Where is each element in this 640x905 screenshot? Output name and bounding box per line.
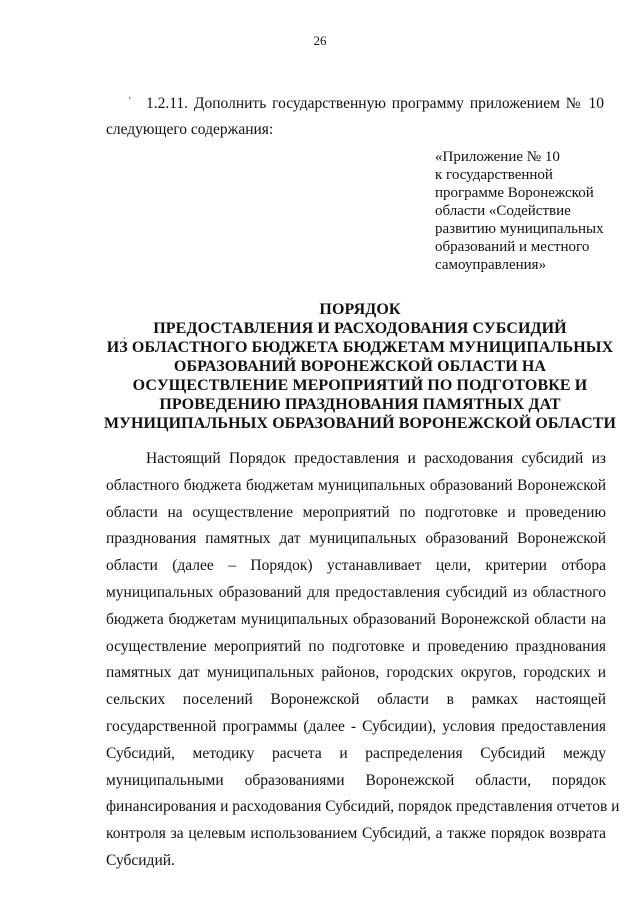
scan-mark: ,: [123, 330, 126, 341]
title-line: ОБРАЗОВАНИЙ ВОРОНЕЖСКОЙ ОБЛАСТИ НА: [173, 358, 547, 375]
body-line: муниципальных образований для предоставления субсидий из областного: [106, 583, 606, 601]
appendix-line: образований и местного: [435, 239, 590, 255]
body-line: муниципальными образованиями Воронежской области, порядок: [106, 771, 606, 789]
appendix-line: к государственной: [435, 167, 553, 183]
body-line: Субсидий, методику расчета и распределения Субсидий между: [106, 744, 606, 762]
body-line: памятных дат муниципальных районов, городских округов, городских и: [106, 664, 606, 682]
title-line: ПРОВЕДЕНИЮ ПРАЗДНОВАНИЯ ПАМЯТНЫХ ДАТ: [159, 396, 561, 413]
appendix-line: программе Воронежской: [435, 185, 594, 201]
title-line: ОСУЩЕСТВЛЕНИЕ МЕРОПРИЯТИЙ ПО ПОДГОТОВКЕ И: [132, 377, 588, 394]
body-line: области (далее – Порядок) устанавливает цели, критерии отбора: [106, 557, 606, 575]
appendix-reference: [435, 148, 610, 274]
body-line: государственной программы (далее - Субсидии), условия предоставления: [106, 717, 606, 735]
appendix-line: «Приложение № 10: [435, 149, 560, 165]
amendment-line: следующего содержания:: [106, 121, 274, 138]
amendment-paragraph: [106, 91, 604, 143]
amendment-line: 1.2.11. Дополнить государственную программу приложением № 10: [146, 95, 604, 112]
body-line: Субсидий.: [106, 851, 175, 869]
title-line: МУНИЦИПАЛЬНЫХ ОБРАЗОВАНИЙ ВОРОНЕЖСКОЙ ОБЛАСТИ: [103, 415, 617, 432]
body-line: области на осуществление мероприятий по подготовке и проведению: [106, 503, 606, 521]
appendix-line: самоуправления»: [435, 257, 547, 273]
page-number: 26: [313, 33, 327, 48]
body-line: осуществление мероприятий по подготовке и проведению празднования: [106, 637, 606, 655]
body-line: финансирования и расходования Субсидий, порядок представления отчетов и: [106, 798, 620, 816]
title-line: ПРЕДОСТАВЛЕНИЯ И РАСХОДОВАНИЯ СУБСИДИЙ: [153, 320, 567, 337]
title-line: ИЗ ОБЛАСТНОГО БЮДЖЕТА БЮДЖЕТАМ МУНИЦИПАЛЬНЫХ: [106, 339, 614, 356]
body-line: бюджета бюджетам муниципальных образований Воронежской области на: [106, 610, 606, 628]
scan-mark: ’: [128, 96, 132, 107]
document-title: [60, 300, 640, 433]
body-line: Настоящий Порядок предоставления и расходования субсидий из: [146, 450, 606, 467]
body-line: областного бюджета бюджетам муниципальных образований Воронежской: [106, 476, 606, 494]
body-line: контроля за целевым использованием Субсидий, а также порядок возврата: [106, 825, 606, 843]
title-line: ПОРЯДОК: [319, 301, 401, 318]
body-line: празднования памятных дат муниципальных образований Воронежской: [106, 530, 606, 548]
appendix-line: области «Содействие: [435, 203, 571, 219]
appendix-line: развитию муниципальных: [435, 221, 604, 237]
body-line: сельских поселений Воронежской области в рамках настоящей: [106, 691, 606, 709]
body-paragraph: [106, 446, 620, 875]
